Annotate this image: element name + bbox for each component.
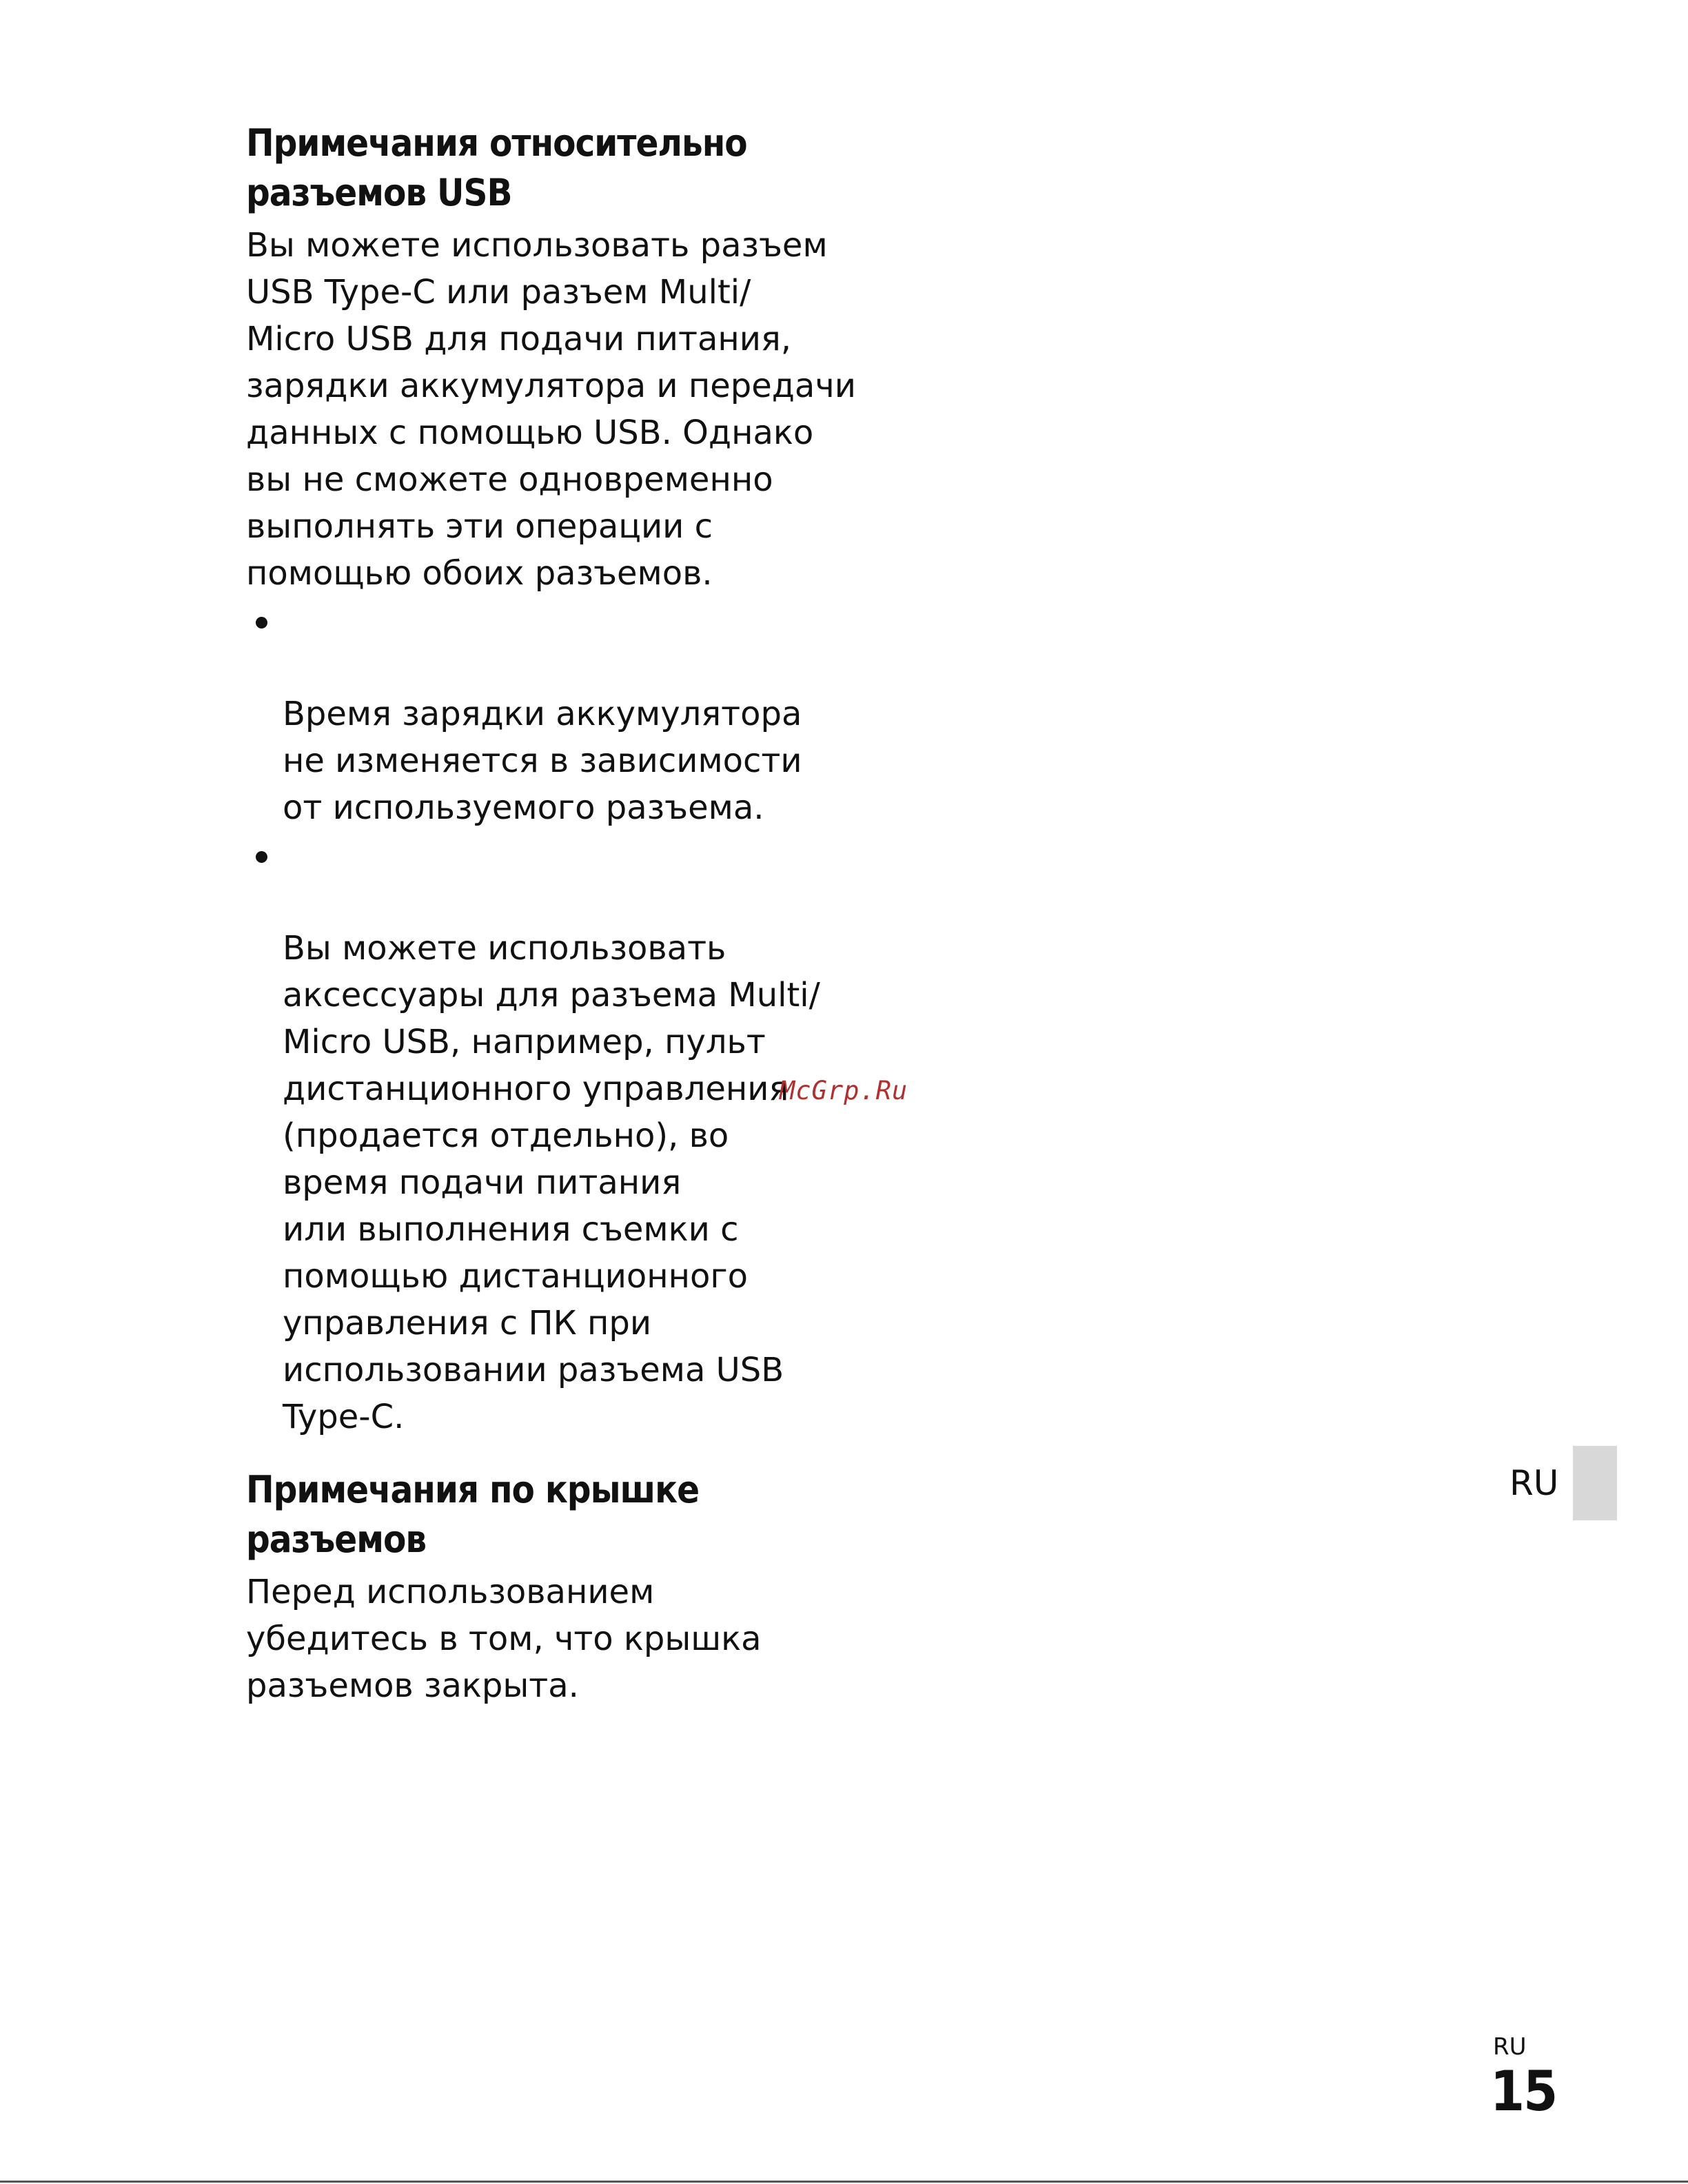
list-item (246, 831, 887, 1440)
main-column (246, 119, 887, 1709)
section-heading-cover: Примечания по крышке разъемов (246, 1468, 700, 1561)
page-number: 15 (1490, 2059, 1557, 2123)
language-tab-marker (1573, 1446, 1617, 1520)
bullet-icon (256, 851, 267, 863)
usb-paragraph: Вы можете использовать разъем USB Type-C или разъем Multi/ Micro USB для подачи питания, зарядки аккумулятора и передачи данных с помощью USB. Однако вы не сможете одновременно выполнять эти операции с помощью обоих разъемов. (246, 226, 856, 593)
bullet-text: Вы можете использовать аксессуары для разъема Multi/ Micro USB, например, пульт дистанционного управления (продается отдельно), во время подачи питания или выполнения съемки с помощью дистанционного управления с ПК при использовании разъема USB Type-C. (283, 929, 820, 1436)
list-item (246, 597, 887, 831)
bottom-divider (0, 2181, 1688, 2183)
usb-bullet-list (246, 597, 887, 1440)
bullet-text: Время зарядки аккумулятора не изменяется в зависимости от используемого разъема. (283, 695, 802, 827)
cover-paragraph: Перед использованием убедитесь в том, что крышка разъемов закрыта. (246, 1573, 762, 1705)
footer-language: RU (1493, 2033, 1527, 2061)
section-heading-usb: Примечания относительно разъемов USB (246, 121, 747, 214)
bullet-icon (256, 617, 267, 629)
watermark-text: McGrp.Ru (780, 1076, 908, 1105)
language-tab-label: RU (1509, 1463, 1559, 1503)
